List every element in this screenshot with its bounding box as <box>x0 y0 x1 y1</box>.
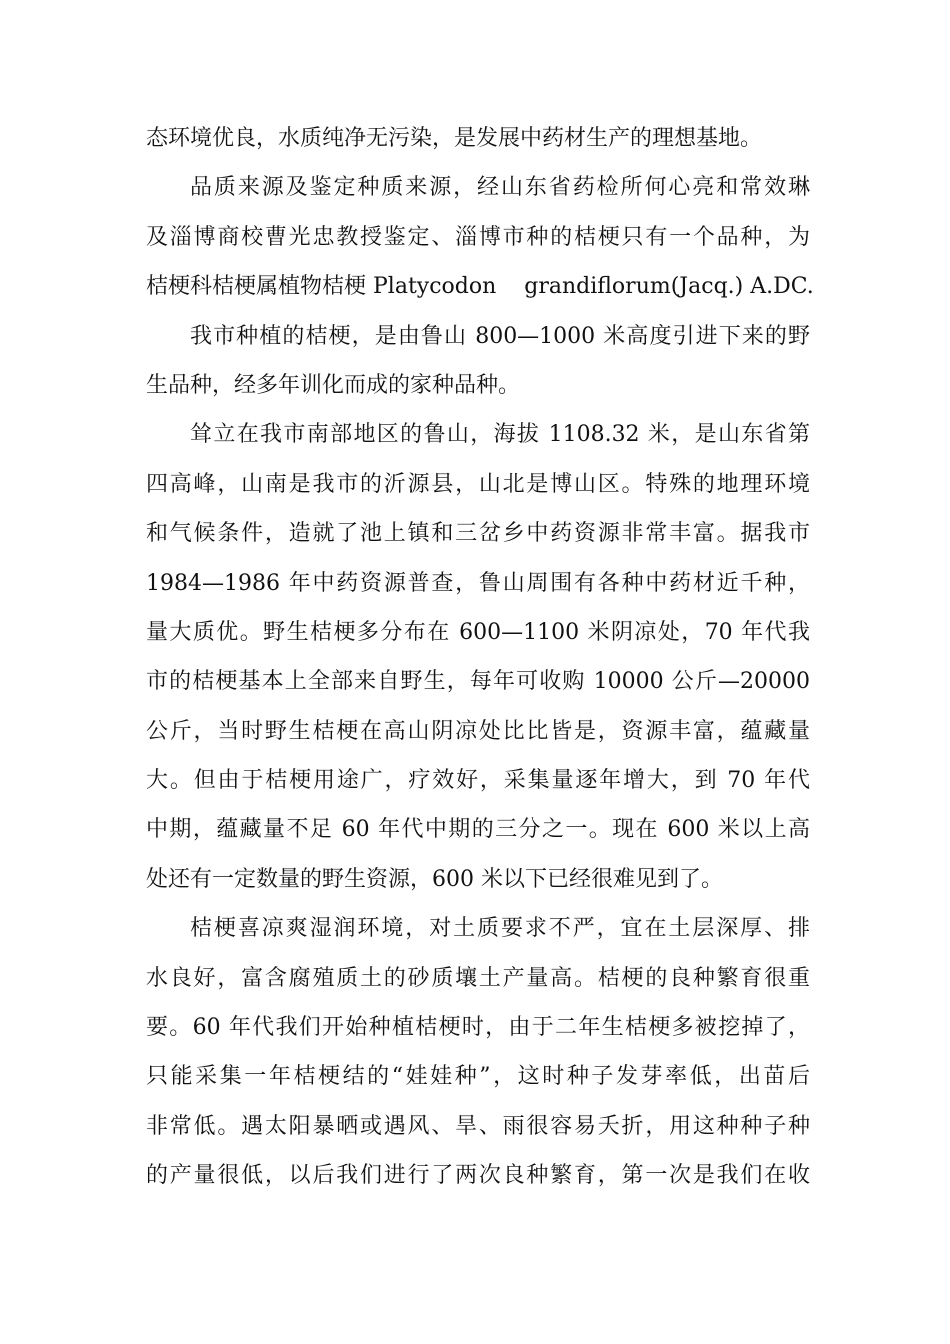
text-line: 处还有一定数量的野生资源，600 米以下已经很难见到了。 <box>146 866 723 892</box>
paragraph-lushan-resources <box>146 410 810 904</box>
text-line: 市的桔梗基本上全部来自野生，每年可收购 10000 公斤—20000 <box>146 669 810 695</box>
text-line: 只能采集一年桔梗结的“娃娃种”，这时种子发芽率低，出苗后 <box>146 1064 810 1090</box>
text-line: 要。60 年代我们开始种植桔梗时，由于二年生桔梗多被挖掉了， <box>146 1015 810 1041</box>
text-line: 和气候条件，造就了池上镇和三岔乡中药资源非常丰富。据我市 <box>146 521 810 547</box>
paragraph-cultivation-origin <box>146 312 810 411</box>
text-line: 1984—1986 年中药资源普查，鲁山周围有各种中药材近千种， <box>146 570 810 596</box>
text-line: 生品种，经多年训化而成的家种品种。 <box>146 372 521 398</box>
text-line: 水良好，富含腐殖质土的砂质壤土产量高。桔梗的良种繁育很重 <box>146 965 810 991</box>
paragraph-continuation <box>146 114 810 163</box>
text-line: 及淄博商校曹光忠教授鉴定、淄博市种的桔梗只有一个品种，为 <box>146 224 810 250</box>
text-line: 公斤，当时野生桔梗在高山阴凉处比比皆是，资源丰富，蕴藏量 <box>146 718 810 744</box>
text-line: 我市种植的桔梗，是由鲁山 800—1000 米高度引进下来的野 <box>190 323 810 349</box>
text-line: 的产量很低，以后我们进行了两次良种繁育，第一次是我们在收 <box>146 1163 810 1189</box>
text-line: 量大质优。野生桔梗多分布在 600—1100 米阴凉处，70 年代我 <box>146 619 810 645</box>
text-line: 态环境优良，水质纯净无污染，是发展中药材生产的理想基地。 <box>146 126 763 151</box>
text-line: 大。但由于桔梗用途广，疗效好，采集量逐年增大，到 70 年代 <box>146 768 810 794</box>
text-line: 桔梗喜凉爽湿润环境，对土质要求不严，宜在土层深厚、排 <box>190 916 810 942</box>
text-line: 中期，蕴藏量不足 60 年代中期的三分之一。现在 600 米以上高 <box>146 817 810 843</box>
text-line: 非常低。遇太阳暴晒或遇风、旱、雨很容易夭折，用这种种子种 <box>146 1113 810 1139</box>
text-line: 耸立在我市南部地区的鲁山，海拔 1108.32 米，是山东省第 <box>190 422 810 448</box>
paragraph-source-identification <box>146 163 814 311</box>
text-line: 桔梗科桔梗属植物桔梗 Platycodon grandiflorum(Jacq.) A.DC. <box>146 274 814 300</box>
document-body <box>146 114 814 1201</box>
paragraph-breeding <box>146 904 810 1200</box>
text-line: 四高峰，山南是我市的沂源县，山北是博山区。特殊的地理环境 <box>146 471 810 497</box>
text-line: 品质来源及鉴定种质来源，经山东省药检所何心亮和常效琳 <box>190 175 810 201</box>
